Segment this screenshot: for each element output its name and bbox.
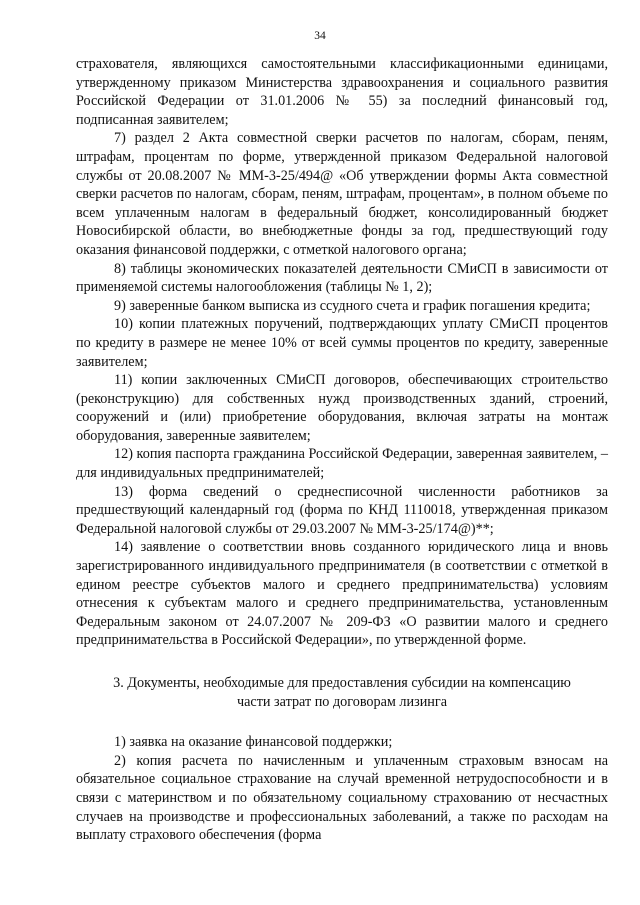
document-body <box>76 55 608 845</box>
paragraph-item-12: 12) копия паспорта гражданина Российской Федерации, заверенная заявителем, – для индивидуальных предпринимателей; <box>76 446 608 482</box>
paragraph-section3-item-1: 1) заявка на оказание финансовой поддержки; <box>114 734 393 751</box>
paragraph-item-7: 7) раздел 2 Акта совместной сверки расчетов по налогам, сборам, пеням, штрафам, процентам по форме, утвержденной приказом Федеральной налоговой службы от 20.08.2007 № ММ-3-25/494@ «Об утверждении формы Акта совместной сверки расчетов по налогам, сборам, пеням, штрафам, процентам», в полном объеме по всем уплаченным налогам в федеральный бюджет, консолидированный бюджет Новосибирской области, во внебюджетные фонды за год, предшествующий году оказания финансовой поддержки, с отметкой налогового органа; <box>76 130 608 258</box>
page-number: 34 <box>314 30 326 42</box>
paragraph-item-14: 14) заявление о соответствии вновь созданного юридического лица и вновь зарегистрированного индивидуального предпринимателя (в соответствии с отметкой в едином реестре субъектов малого и среднего предпринимательства) условиям отнесения к субъектам малого и среднего предпринимательства, установленным Федеральным законом от 24.07.2007 № 209-ФЗ «О развитии малого и среднего предпринимательства в Российской Федерации», по утвержденной форме. <box>76 539 608 649</box>
paragraph-item-13: 13) форма сведений о среднесписочной численности работников за предшествующий календарный год (форма по КНД 1110018, утвержденная приказом Федеральной налоговой службы от 29.03.2007 № ММ-3-25/174@)**; <box>76 483 608 537</box>
paragraph-section3-item-2: 2) копия расчета по начисленным и уплаченным страховым взносам на обязательное социальное страхование на случай временной нетрудоспособности и в связи с материнством и по обязательному социальному страхованию от несчастных случаев на производстве и профессиональных заболеваний, а также по расходам на выплату страхового обеспечения (форма <box>76 752 608 844</box>
paragraph-continuation: страхователя, являющихся самостоятельными классификационными единицами, утвержденному приказом Министерства здравоохранения и социального развития Российской Федерации от 31.01.2006 № 55) за последний финансовый год, подписанная заявителем; <box>76 56 608 128</box>
section-heading-line-2: части затрат по договорам лизинга <box>236 693 448 710</box>
paragraph-item-11: 11) копии заключенных СМиСП договоров, обеспечивающих строительство (реконструкцию) для собственных нужд производственных зданий, строений, сооружений и (или) приобретение оборудования, включая затраты на монтаж оборудования, заверенные заявителем; <box>76 372 608 444</box>
section-heading-line-1: 3. Документы, необходимые для предоставления субсидии на компенсацию <box>113 675 571 691</box>
paragraph-item-8: 8) таблицы экономических показателей деятельности СМиСП в зависимости от применяемой системы налогообложения (таблицы № 1, 2); <box>76 260 608 296</box>
paragraph-item-9: 9) заверенные банком выписка из ссудного счета и график погашения кредита; <box>114 297 591 314</box>
paragraph-item-10: 10) копии платежных поручений, подтверждающих уплату СМиСП процентов по кредиту в размере не менее 10% от всей суммы процентов по кредиту, заверенные заявителем; <box>76 316 608 370</box>
section-heading <box>76 674 608 711</box>
